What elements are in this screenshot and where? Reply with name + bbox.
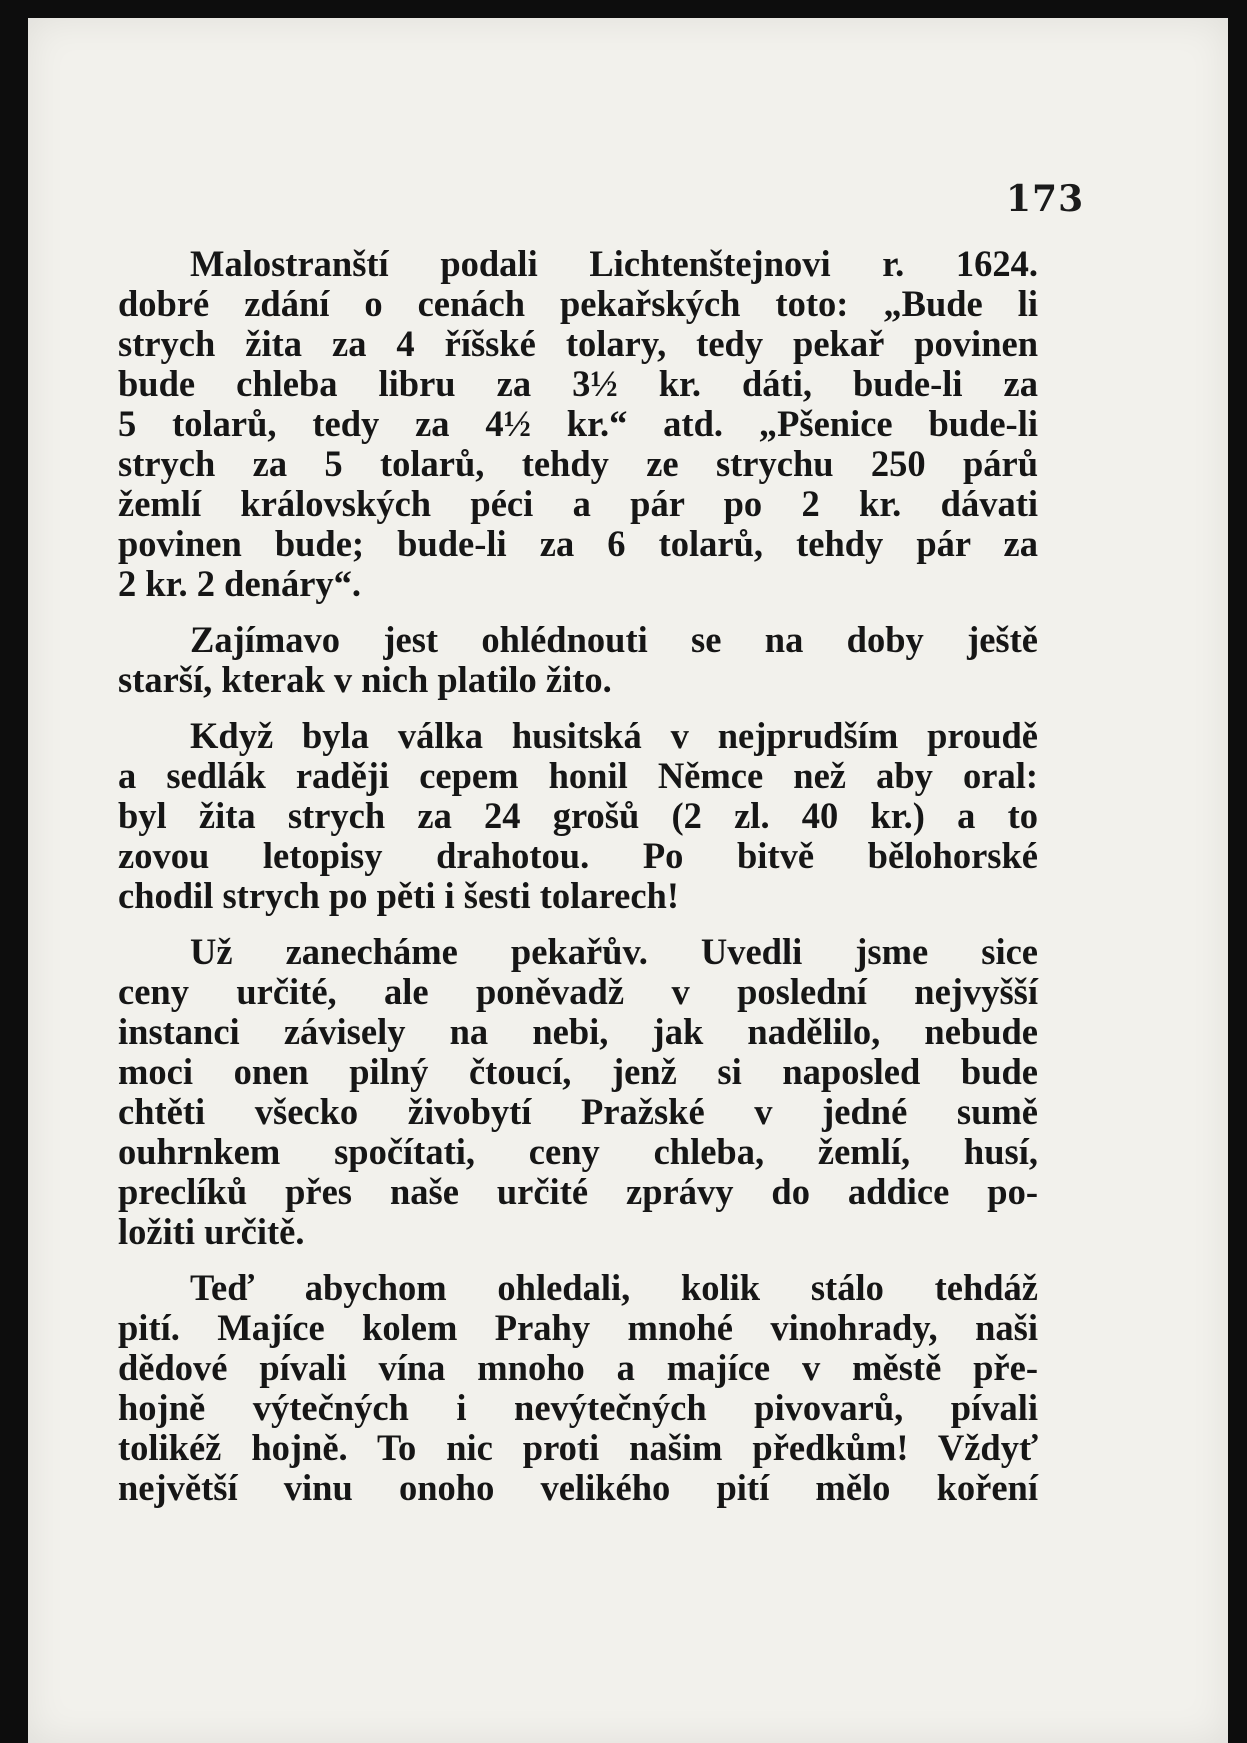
text-line: Malostranští podali Lichtenštejnovi r. 1624.: [190, 243, 1038, 284]
paragraph: [118, 932, 1038, 1252]
text-line: bude chleba libru za 3½ kr. dáti, bude-li za: [118, 363, 1038, 404]
text-line: byl žita strych za 24 grošů (2 zl. 40 kr.) a to: [118, 795, 1038, 836]
text-line: Už zanecháme pekařův. Uvedli jsme sice: [190, 931, 1038, 972]
text-line: Když byla válka husitská v nejprudším proudě: [190, 715, 1038, 756]
text-line: 2 kr. 2 denáry“.: [118, 563, 362, 604]
text-line: chodil strych po pěti i šesti tolarech!: [118, 875, 679, 916]
text-line: hojně výtečných i nevýtečných pivovarů, pívali: [118, 1387, 1038, 1428]
text-line: dědové pívali vína mnoho a majíce v městě pře-: [118, 1347, 1038, 1388]
text-line: 5 tolarů, tedy za 4½ kr.“ atd. „Pšenice bude-li: [118, 403, 1038, 444]
text-line: ouhrnkem spočítati, ceny chleba, žemlí, husí,: [118, 1131, 1038, 1172]
paragraph: [118, 620, 1038, 700]
text-line: ceny určité, ale poněvadž v poslední nejvyšší: [118, 971, 1038, 1012]
text-line: žemlí královských péci a pár po 2 kr. dávati: [118, 483, 1038, 524]
text-line: pití. Majíce kolem Prahy mnohé vinohrady, naši: [118, 1307, 1038, 1348]
text-line: preclíků přes naše určité zprávy do addice po-: [118, 1171, 1038, 1212]
paragraph: [118, 1268, 1038, 1508]
text-line: Zajímavo jest ohlédnouti se na doby ještě: [190, 619, 1038, 660]
text-line: ložiti určitě.: [118, 1211, 305, 1252]
text-line: strych za 5 tolarů, tehdy ze strychu 250 párů: [118, 443, 1038, 484]
text-line: starší, kterak v nich platilo žito.: [118, 659, 612, 700]
body-text: [118, 244, 1038, 1508]
page-number: 173: [1006, 178, 1085, 220]
text-line: povinen bude; bude-li za 6 tolarů, tehdy pár za: [118, 523, 1038, 564]
text-line: Teď abychom ohledali, kolik stálo tehdáž: [190, 1267, 1038, 1308]
text-line: instanci závisely na nebi, jak nadělilo, nebude: [118, 1011, 1038, 1052]
text-line: největší vinu onoho velikého pití mělo koření: [118, 1467, 1038, 1508]
text-line: zovou letopisy drahotou. Po bitvě bělohorské: [118, 835, 1038, 876]
paragraph: [118, 716, 1038, 916]
text-line: tolikéž hojně. To nic proti našim předkům! Vždyť: [118, 1427, 1038, 1468]
text-line: chtěti všecko živobytí Pražské v jedné sumě: [118, 1091, 1038, 1132]
paragraph: [118, 244, 1038, 604]
text-line: strych žita za 4 říšské tolary, tedy pekař povinen: [118, 323, 1038, 364]
text-line: dobré zdání o cenách pekařských toto: „Bude li: [118, 283, 1038, 324]
text-line: moci onen pilný čtoucí, jenž si naposled bude: [118, 1051, 1038, 1092]
text-line: a sedlák raději cepem honil Němce než aby oral:: [118, 755, 1038, 796]
